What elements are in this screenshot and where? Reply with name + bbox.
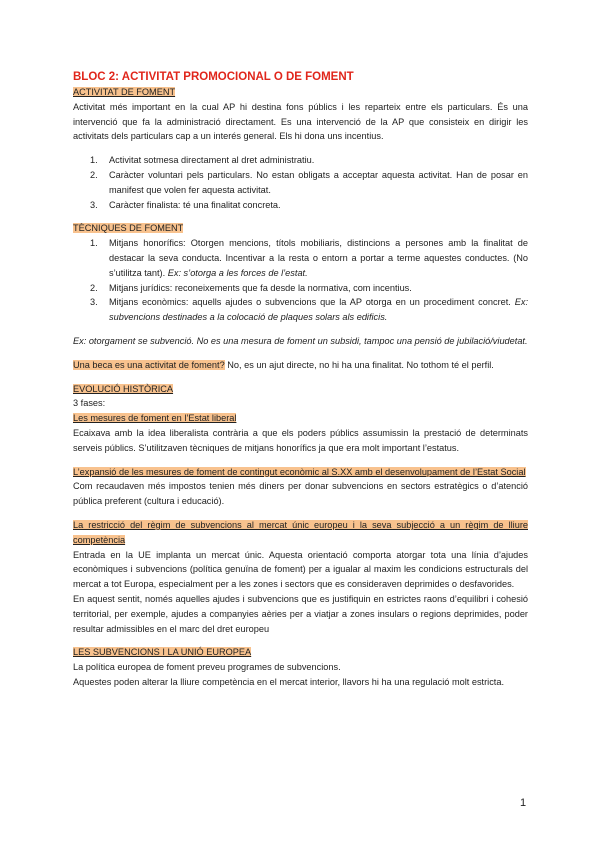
list-item: 2. Caràcter voluntari pels particulars. No estan obligats a acceptar aquesta activitat. Han de posar en manifest que volen fer aquesta activitat. [90,169,528,195]
phase-2-text: Com recaudaven més impostos tenien més diners per donar subvencions en sectors estratègics o d’atenció pública preferent (cultura i educació). [73,481,528,507]
techniques-list [73,236,528,325]
section-heading-activitat: ACTIVITAT DE FOMENT [73,87,176,97]
section-heading-tecniques: TÈCNIQUES DE FOMENT [73,223,184,234]
page-number: 1 [520,797,527,809]
characteristics-list [73,153,528,212]
subvencions-text-2: Aquestes poden alterar la lliure competència en el mercat interior, llavors hi ha una regulació molt estricta. [73,676,505,687]
phase-2-title: L’expansió de les mesures de foment de contingut econòmic al S.XX amb el desenvolupament de l’Estat Social [73,466,526,477]
section-heading-subvencions: LES SUBVENCIONS I LA UNIÓ EUROPEA [73,647,252,658]
list-item: 3. Caràcter finalista: té una finalitat concreta. [90,199,281,210]
list-item: 1. Mitjans honorífics: Otorgen mencions, títols mobiliaris, distincions a persones amb la finalitat de destacar la seva conducta. Incentivar a la resta o entorn a portar a terme aquestes conductes. (No s’utilitza tant). Ex: s’otorga a les forces de l’estat. [90,238,528,278]
phase-1-text: Ecaixava amb la idea liberalista contrària a que els poders públics assumissin la prestació de determinats serveis públics. S’utilitzaven tècniques de mitjans honorífics ja que era molt important l’estatus. [73,427,528,453]
list-item: 1. Activitat sotmesa directament al dret administratiu. [90,155,315,166]
phase-3-text-1: Entrada en la UE implanta un mercat únic. Aquesta orientació comporta atorgar tota una línia d’ajudes econòmiques i subvencions (política genuïna de foment) per a igualar al maxim les condicions estructurals del mercat a tot Europa, especialment per a les zones i sectors que es consideraven deprimides o desfavorides. [73,549,528,590]
document-page [73,70,528,690]
intro-paragraph: Activitat més important en la cual AP hi destina fons públics i les reparteix entre els particulars. És una intervenció que fa la administració directament. Es una intervenció de la AP que consisteix en dirigir les activitats dels particulars cap a un interés general. Els hi dona uns incentius. [73,101,528,142]
phase-3-text-2: En aquest sentit, només aquelles ajudes i subvencions que es justifiquin en estrictes raons d’equilibri i cohesió territorial, per exemple, ajudes a companyies aèries per a viatjar a zones insulars o regions deprimides, poder resultar admissibles en el marc del dret europeu [73,593,528,634]
list-item: 2. Mitjans jurídics: reconeixements que fa desde la normativa, com incentius. [90,282,412,293]
subvencions-text-1: La política europea de foment preveu programes de subvencions. [73,662,341,673]
phase-1-title: Les mesures de foment en l’Estat liberal [73,413,237,424]
phases-label: 3 fases: [73,398,106,409]
answer-text: No, es un ajut directe, no hi ha una finalitat. No tothom té el perfil. [224,359,494,370]
question-text: Una beca es una activitat de foment? [73,359,225,370]
section-heading-evolucio: EVOLUCIÓ HISTÒRICA [73,383,174,394]
question-paragraph [73,358,528,373]
example-paragraph: Ex: otorgament se subvenció. No es una mesura de foment un subsidi, tampoc una pensió de jubilació/viudetat. [73,335,528,346]
phase-3-title: La restricció del règim de subvencions al mercat únic europeu i la seva subjecció a un règim de lliure competència [73,519,528,545]
list-item: 3. Mitjans econòmics: aquells ajudes o subvencions que la AP otorga en un procediment concret. Ex: subvencions destinades a la colocació de plaques solars als edificis. [90,297,528,323]
document-title: BLOC 2: ACTIVITAT PROMOCIONAL O DE FOMENT [73,71,354,83]
